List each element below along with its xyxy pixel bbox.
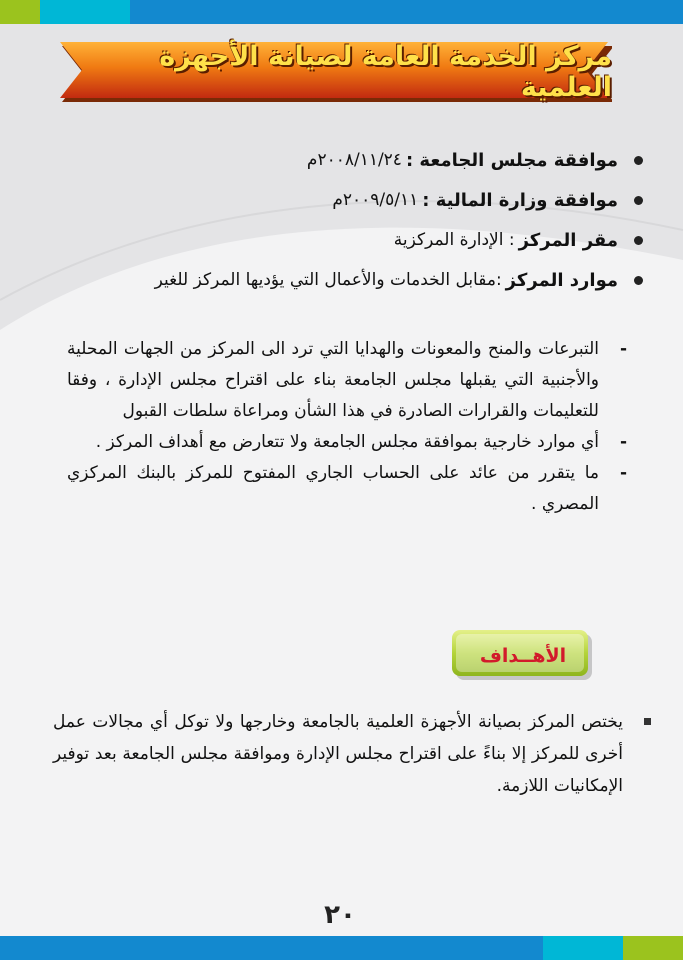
goal-item [53, 706, 653, 802]
info-label: موارد المركز [505, 269, 618, 291]
top-band-cyan-accent [40, 0, 130, 24]
resource-item [67, 458, 627, 520]
info-list [33, 140, 643, 300]
dash-marker: - [619, 432, 627, 452]
info-item [33, 180, 643, 220]
dash-marker: - [619, 463, 627, 483]
info-value: :مقابل الخدمات والأعمال التي يؤديها المركز للغير [154, 270, 502, 290]
info-label: موافقة وزارة المالية : [422, 189, 618, 211]
info-value: ٢٠٠٩/٥/١١م [332, 190, 419, 210]
dash-marker: - [619, 339, 627, 359]
goal-text: يختص المركز بصيانة الأجهزة العلمية بالجامعة وخارجها ولا توكل أي مجالات عمل أخرى للمركز إلا بناءً على اقتراح مجلس الإدارة وموافقة مجلس الجامعة بعد توفير الإمكانيات اللازمة. [53, 712, 623, 796]
info-item [33, 220, 643, 260]
resource-text: ما يتقرر من عائد على الحساب الجاري المفتوح للمركز بالبنك المركزي المصري . [67, 463, 599, 514]
goals-paragraph [53, 706, 653, 802]
top-band-green-accent [0, 0, 40, 24]
goals-heading: الأهــداف [479, 645, 567, 667]
square-bullet-icon [644, 718, 651, 725]
info-label: موافقة مجلس الجامعة : [405, 149, 618, 171]
bullet-dot-icon [634, 236, 643, 245]
page-number: ٢٠ [324, 900, 356, 930]
resource-item [67, 334, 627, 427]
info-value: ٢٠٠٨/١١/٢٤م [306, 150, 402, 170]
bullet-dot-icon [634, 156, 643, 165]
bottom-band-green-accent [623, 936, 683, 960]
bullet-dot-icon [634, 276, 643, 285]
resource-item [67, 427, 627, 458]
resource-text: التبرعات والمنح والمعونات والهدايا التي ترد الى المركز من الجهات المحلية والأجنبية التي يقبلها مجلس الجامعة بناء على اقتراح مجلس الإدارة ، وفقا للتعليمات والقرارات الصادرة في هذا الشأن ومراعاة سلطات القبول [67, 339, 599, 421]
info-item [33, 140, 643, 180]
resources-list [67, 334, 627, 520]
bottom-band-cyan-accent [543, 936, 623, 960]
page-title: مركز الخدمة العامة لصيانة الأجهزة العلمية [159, 41, 612, 103]
info-value: : الإدارة المركزية [393, 230, 515, 250]
resource-text: أي موارد خارجية بموافقة مجلس الجامعة ولا تتعارض مع أهداف المركز . [95, 432, 599, 452]
bullet-dot-icon [634, 196, 643, 205]
info-label: مقر المركز [518, 229, 618, 251]
info-item [33, 260, 643, 300]
